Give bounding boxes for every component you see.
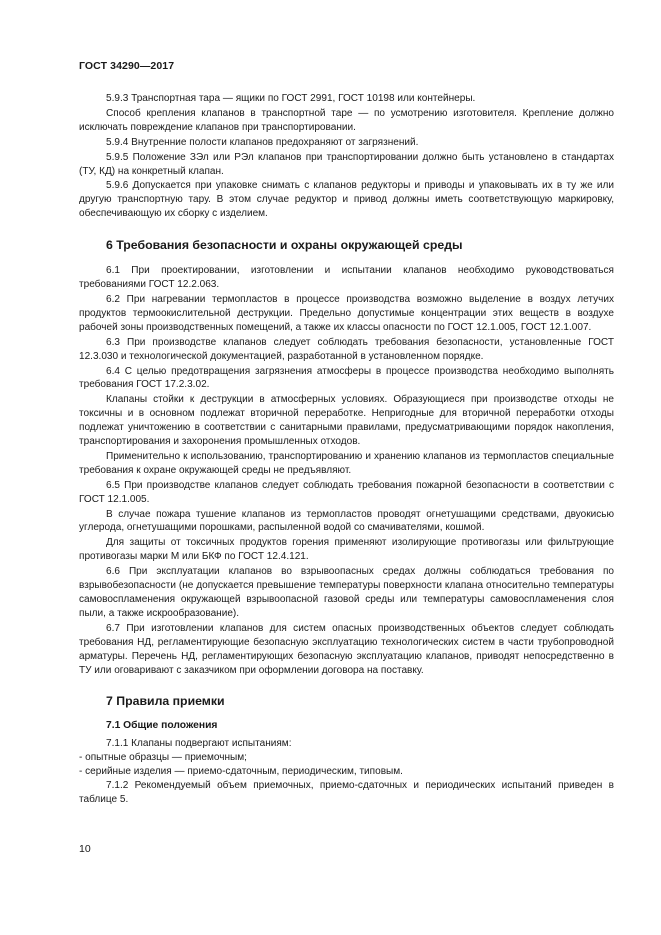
paragraph: 6.3 При производстве клапанов следует соблюдать требования безопасности, установленные ГОСТ 12.3.030 и технологической документацией, разработанной в установленном порядке. — [79, 336, 614, 362]
paragraph: 5.9.6 Допускается при упаковке снимать с клапанов редукторы и приводы и упаковывать их в ту же или другую транспортную тару. В этом случае редуктор и привод должны иметь соответствующую маркировку, обеспечивающую их сборку с изделием. — [79, 180, 614, 220]
paragraph: Клапаны стойки к деструкции в атмосферных условиях. Образующиеся при производстве отходы не токсичны и в основном подлежат вторичной переработке. Непригодные для вторичной переработки отходы подлежат уничтожению в соответствии с санитарными правилами, предусматривающими порядок накопления, транспортирования и захоронения промышленных отходов. — [79, 394, 614, 448]
paragraph: 7.1.1 Клапаны подвергают испытаниям: — [106, 738, 292, 750]
paragraph: 6.6 При эксплуатации клапанов во взрывоопасных средах должны соблюдаться требования по взрывобезопасности (не допускается превышение температуры поверхности клапана относительно температуры самовоспламенения окружающей взрывоопасной газовой среды или температуры самовоспламенения слоя пыли, а также искрообразование). — [79, 566, 614, 619]
section-6-heading: 6 Требования безопасности и охраны окружающей среды — [106, 238, 463, 253]
paragraph: 6.4 С целью предотвращения загрязнения атмосферы в процессе производства необходимо выполнять требования ГОСТ 17.2.3.02. — [79, 365, 614, 391]
paragraph: 6.1 При проектировании, изготовлении и испытании клапанов необходимо руководствоваться требованиями ГОСТ 12.2.063. — [79, 265, 614, 291]
paragraph: В случае пожара тушение клапанов из термопластов проводят огнетушащими средствами, двуокисью углерода, огнетушащими порошками, распыленной водой со смачивателями, кошмой. — [79, 508, 614, 534]
paragraph: 6.7 При изготовлении клапанов для систем опасных производственных объектов следует соблюдать требования НД, регламентирующие безопасную эксплуатацию технологических систем в части трубопроводной арматуры. Перечень НД, регламентирующих безопасную эксплуатацию клапанов, приводят непосредственно в ТУ или оговаривают с заказчиком при оформлении договора на поставку. — [79, 622, 614, 676]
document-header: ГОСТ 34290—2017 — [79, 60, 175, 72]
page-number: 10 — [79, 843, 91, 855]
paragraph: Применительно к использованию, транспортированию и хранению клапанов из термопластов специальные требования к охране окружающей среды не предъявляют. — [79, 450, 614, 476]
paragraph: 5.9.3 Транспортная тара — ящики по ГОСТ 2991, ГОСТ 10198 или контейнеры. — [106, 93, 476, 104]
subsection-7-1-heading: 7.1 Общие положения — [106, 720, 218, 732]
paragraph: 6.2 При нагревании термопластов в процессе производства возможно выделение в воздух летучих продуктов термоокислительной деструкции. Предельно допустимые концентрации этих веществ в воздухе рабочей зоны производственных помещений, а также их классы опасности по ГОСТ 12.1.005, ГОСТ 12.1.007. — [79, 293, 614, 333]
paragraph: Способ крепления клапанов в транспортной таре — по усмотрению изготовителя. Крепление должно исключать повреждение клапанов при транспортировании. — [79, 107, 614, 133]
paragraph: 5.9.5 Положение ЗЭл или РЭл клапанов при транспортировании должно быть установлено в стандартах (ТУ, КД) на конкретный клапан. — [79, 151, 614, 177]
list-item: - серийные изделия — приемо-сдаточным, периодическим, типовым. — [79, 766, 403, 778]
section-7-heading: 7 Правила приемки — [106, 694, 225, 709]
page-content — [79, 92, 614, 808]
paragraph: Для защиты от токсичных продуктов горения применяют изолирующие противогазы или фильтрующие противогазы марки М или БКФ по ГОСТ 12.4.121. — [79, 537, 614, 563]
paragraph: 7.1.2 Рекомендуемый объем приемочных, приемо-сдаточных и периодических испытаний приведен в таблице 5. — [79, 780, 614, 806]
paragraph: 6.5 При производстве клапанов следует соблюдать требования пожарной безопасности в соответствии с ГОСТ 12.1.005. — [79, 479, 614, 505]
list-item: - опытные образцы — приемочным; — [79, 752, 247, 764]
paragraph: 5.9.4 Внутренние полости клапанов предохраняют от загрязнений. — [106, 136, 419, 148]
